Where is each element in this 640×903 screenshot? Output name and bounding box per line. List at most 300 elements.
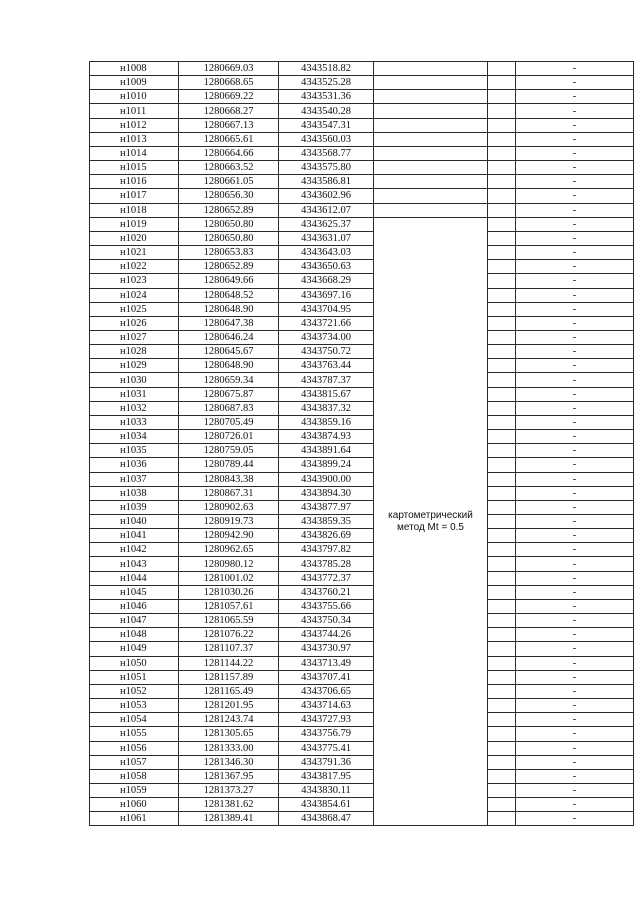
method-cell [374,104,488,118]
table-row [90,203,634,217]
dash-cell: - [516,260,634,274]
table-row [90,415,634,429]
x-coordinate-cell: 1280962.65 [179,543,279,557]
empty-cell [488,217,516,231]
y-coordinate-cell: 4343721.66 [279,316,374,330]
empty-cell [488,614,516,628]
y-coordinate-cell: 4343560.03 [279,132,374,146]
dash-cell: - [516,599,634,613]
empty-cell [488,302,516,316]
point-name-cell: н1037 [90,472,179,486]
method-cell [374,118,488,132]
y-coordinate-cell: 4343899.24 [279,458,374,472]
table-row [90,175,634,189]
empty-cell [488,755,516,769]
point-name-cell: н1023 [90,274,179,288]
empty-cell [488,316,516,330]
point-name-cell: н1033 [90,415,179,429]
y-coordinate-cell: 4343650.63 [279,260,374,274]
empty-cell [488,387,516,401]
table-row [90,642,634,656]
empty-cell [488,585,516,599]
method-cell [374,90,488,104]
y-coordinate-cell: 4343568.77 [279,146,374,160]
dash-cell: - [516,500,634,514]
empty-cell [488,104,516,118]
dash-cell: - [516,189,634,203]
point-name-cell: н1038 [90,486,179,500]
x-coordinate-cell: 1281381.62 [179,798,279,812]
y-coordinate-cell: 4343755.66 [279,599,374,613]
y-coordinate-cell: 4343859.35 [279,515,374,529]
y-coordinate-cell: 4343706.65 [279,684,374,698]
dash-cell: - [516,175,634,189]
empty-cell [488,401,516,415]
x-coordinate-cell: 1280652.89 [179,203,279,217]
empty-cell [488,812,516,826]
point-name-cell: н1052 [90,684,179,698]
point-name-cell: н1031 [90,387,179,401]
x-coordinate-cell: 1280942.90 [179,529,279,543]
empty-cell [488,642,516,656]
point-name-cell: н1055 [90,727,179,741]
method-cell: картометрический метод Mt = 0.5 [374,217,488,826]
empty-cell [488,699,516,713]
empty-cell [488,231,516,245]
dash-cell: - [516,670,634,684]
y-coordinate-cell: 4343775.41 [279,741,374,755]
empty-cell [488,727,516,741]
empty-cell [488,203,516,217]
y-coordinate-cell: 4343772.37 [279,571,374,585]
point-name-cell: н1047 [90,614,179,628]
dash-cell: - [516,316,634,330]
y-coordinate-cell: 4343859.16 [279,415,374,429]
empty-cell [488,415,516,429]
empty-cell [488,146,516,160]
y-coordinate-cell: 4343750.72 [279,345,374,359]
empty-cell [488,373,516,387]
point-name-cell: н1011 [90,104,179,118]
x-coordinate-cell: 1280647.38 [179,316,279,330]
dash-cell: - [516,486,634,500]
point-name-cell: н1030 [90,373,179,387]
x-coordinate-cell: 1281389.41 [179,812,279,826]
empty-cell [488,500,516,514]
dash-cell: - [516,302,634,316]
point-name-cell: н1057 [90,755,179,769]
empty-cell [488,486,516,500]
dash-cell: - [516,76,634,90]
dash-cell: - [516,62,634,76]
y-coordinate-cell: 4343868.47 [279,812,374,826]
table-row [90,472,634,486]
y-coordinate-cell: 4343525.28 [279,76,374,90]
point-name-cell: н1044 [90,571,179,585]
point-name-cell: н1029 [90,359,179,373]
x-coordinate-cell: 1281165.49 [179,684,279,698]
dash-cell: - [516,217,634,231]
table-row [90,713,634,727]
dash-cell: - [516,529,634,543]
y-coordinate-cell: 4343900.00 [279,472,374,486]
point-name-cell: н1025 [90,302,179,316]
empty-cell [488,359,516,373]
y-coordinate-cell: 4343874.93 [279,430,374,444]
dash-cell: - [516,274,634,288]
table-row [90,430,634,444]
table-row [90,359,634,373]
dash-cell: - [516,798,634,812]
x-coordinate-cell: 1280663.52 [179,161,279,175]
empty-cell [488,288,516,302]
x-coordinate-cell: 1280668.27 [179,104,279,118]
point-name-cell: н1034 [90,430,179,444]
dash-cell: - [516,472,634,486]
y-coordinate-cell: 4343791.36 [279,755,374,769]
method-cell [374,76,488,90]
table-row [90,132,634,146]
table-row [90,585,634,599]
point-name-cell: н1051 [90,670,179,684]
table-row [90,812,634,826]
y-coordinate-cell: 4343797.82 [279,543,374,557]
empty-cell [488,713,516,727]
method-cell [374,161,488,175]
method-cell [374,189,488,203]
x-coordinate-cell: 1280843.38 [179,472,279,486]
dash-cell: - [516,769,634,783]
y-coordinate-cell: 4343668.29 [279,274,374,288]
x-coordinate-cell: 1281157.89 [179,670,279,684]
table-row [90,161,634,175]
empty-cell [488,599,516,613]
dash-cell: - [516,161,634,175]
dash-cell: - [516,741,634,755]
point-name-cell: н1010 [90,90,179,104]
point-name-cell: н1027 [90,330,179,344]
dash-cell: - [516,812,634,826]
table-row [90,571,634,585]
point-name-cell: н1048 [90,628,179,642]
table-row [90,656,634,670]
table-row [90,118,634,132]
x-coordinate-cell: 1280675.87 [179,387,279,401]
point-name-cell: н1016 [90,175,179,189]
table-row [90,444,634,458]
empty-cell [488,175,516,189]
y-coordinate-cell: 4343714.63 [279,699,374,713]
empty-cell [488,656,516,670]
table-row [90,260,634,274]
table-row [90,599,634,613]
coordinates-table-body [90,62,634,826]
point-name-cell: н1039 [90,500,179,514]
empty-cell [488,798,516,812]
dash-cell: - [516,444,634,458]
x-coordinate-cell: 1280705.49 [179,415,279,429]
x-coordinate-cell: 1280659.34 [179,373,279,387]
y-coordinate-cell: 4343750.34 [279,614,374,628]
y-coordinate-cell: 4343877.97 [279,500,374,514]
dash-cell: - [516,699,634,713]
x-coordinate-cell: 1280650.80 [179,231,279,245]
dash-cell: - [516,656,634,670]
point-name-cell: н1020 [90,231,179,245]
dash-cell: - [516,713,634,727]
table-row [90,316,634,330]
point-name-cell: н1049 [90,642,179,656]
point-name-cell: н1024 [90,288,179,302]
x-coordinate-cell: 1280867.31 [179,486,279,500]
empty-cell [488,628,516,642]
dash-cell: - [516,727,634,741]
empty-cell [488,529,516,543]
y-coordinate-cell: 4343707.41 [279,670,374,684]
empty-cell [488,444,516,458]
y-coordinate-cell: 4343697.16 [279,288,374,302]
dash-cell: - [516,401,634,415]
y-coordinate-cell: 4343763.44 [279,359,374,373]
point-name-cell: н1019 [90,217,179,231]
y-coordinate-cell: 4343730.97 [279,642,374,656]
point-name-cell: н1026 [90,316,179,330]
dash-cell: - [516,415,634,429]
dash-cell: - [516,755,634,769]
y-coordinate-cell: 4343547.31 [279,118,374,132]
y-coordinate-cell: 4343891.64 [279,444,374,458]
table-row [90,486,634,500]
empty-cell [488,132,516,146]
point-name-cell: н1015 [90,161,179,175]
dash-cell: - [516,345,634,359]
y-coordinate-cell: 4343837.32 [279,401,374,415]
empty-cell [488,543,516,557]
y-coordinate-cell: 4343817.95 [279,769,374,783]
x-coordinate-cell: 1281001.02 [179,571,279,585]
x-coordinate-cell: 1280648.90 [179,359,279,373]
empty-cell [488,90,516,104]
empty-cell [488,684,516,698]
y-coordinate-cell: 4343894.30 [279,486,374,500]
empty-cell [488,557,516,571]
table-row [90,783,634,797]
dash-cell: - [516,231,634,245]
x-coordinate-cell: 1281201.95 [179,699,279,713]
point-name-cell: н1058 [90,769,179,783]
x-coordinate-cell: 1280664.66 [179,146,279,160]
empty-cell [488,345,516,359]
point-name-cell: н1009 [90,76,179,90]
y-coordinate-cell: 4343586.81 [279,175,374,189]
x-coordinate-cell: 1280669.22 [179,90,279,104]
y-coordinate-cell: 4343760.21 [279,585,374,599]
y-coordinate-cell: 4343815.67 [279,387,374,401]
dash-cell: - [516,387,634,401]
empty-cell [488,769,516,783]
table-row [90,330,634,344]
dash-cell: - [516,585,634,599]
point-name-cell: н1043 [90,557,179,571]
method-cell [374,62,488,76]
y-coordinate-cell: 4343575.80 [279,161,374,175]
point-name-cell: н1036 [90,458,179,472]
table-row [90,684,634,698]
method-cell [374,203,488,217]
x-coordinate-cell: 1280667.13 [179,118,279,132]
point-name-cell: н1042 [90,543,179,557]
point-name-cell: н1041 [90,529,179,543]
dash-cell: - [516,246,634,260]
table-row [90,543,634,557]
dash-cell: - [516,458,634,472]
point-name-cell: н1054 [90,713,179,727]
dash-cell: - [516,684,634,698]
x-coordinate-cell: 1280668.65 [179,76,279,90]
empty-cell [488,246,516,260]
y-coordinate-cell: 4343756.79 [279,727,374,741]
table-row [90,529,634,543]
dash-cell: - [516,330,634,344]
x-coordinate-cell: 1280652.89 [179,260,279,274]
x-coordinate-cell: 1281346.30 [179,755,279,769]
y-coordinate-cell: 4343531.36 [279,90,374,104]
empty-cell [488,76,516,90]
x-coordinate-cell: 1280980.12 [179,557,279,571]
empty-cell [488,330,516,344]
table-row [90,345,634,359]
dash-cell: - [516,614,634,628]
x-coordinate-cell: 1281057.61 [179,599,279,613]
y-coordinate-cell: 4343734.00 [279,330,374,344]
empty-cell [488,670,516,684]
empty-cell [488,472,516,486]
table-row [90,246,634,260]
table-row [90,670,634,684]
dash-cell: - [516,571,634,585]
x-coordinate-cell: 1281333.00 [179,741,279,755]
x-coordinate-cell: 1281373.27 [179,783,279,797]
empty-cell [488,515,516,529]
empty-cell [488,741,516,755]
table-row [90,614,634,628]
table-row [90,557,634,571]
x-coordinate-cell: 1280649.66 [179,274,279,288]
point-name-cell: н1028 [90,345,179,359]
table-row [90,755,634,769]
y-coordinate-cell: 4343643.03 [279,246,374,260]
point-name-cell: н1035 [90,444,179,458]
y-coordinate-cell: 4343787.37 [279,373,374,387]
empty-cell [488,161,516,175]
x-coordinate-cell: 1280645.67 [179,345,279,359]
empty-cell [488,118,516,132]
table-row [90,146,634,160]
table-row [90,189,634,203]
table-row [90,500,634,514]
empty-cell [488,783,516,797]
dash-cell: - [516,430,634,444]
coordinates-table [89,61,634,826]
y-coordinate-cell: 4343625.37 [279,217,374,231]
table-row [90,458,634,472]
dash-cell: - [516,118,634,132]
x-coordinate-cell: 1280919.73 [179,515,279,529]
point-name-cell: н1060 [90,798,179,812]
dash-cell: - [516,288,634,302]
table-row [90,628,634,642]
table-row [90,274,634,288]
y-coordinate-cell: 4343854.61 [279,798,374,812]
table-row [90,302,634,316]
y-coordinate-cell: 4343612.07 [279,203,374,217]
dash-cell: - [516,146,634,160]
point-name-cell: н1050 [90,656,179,670]
point-name-cell: н1017 [90,189,179,203]
table-row [90,727,634,741]
x-coordinate-cell: 1280646.24 [179,330,279,344]
x-coordinate-cell: 1280726.01 [179,430,279,444]
x-coordinate-cell: 1280789.44 [179,458,279,472]
point-name-cell: н1014 [90,146,179,160]
y-coordinate-cell: 4343744.26 [279,628,374,642]
x-coordinate-cell: 1281107.37 [179,642,279,656]
empty-cell [488,571,516,585]
y-coordinate-cell: 4343713.49 [279,656,374,670]
table-row [90,401,634,415]
table-row [90,104,634,118]
table-row [90,90,634,104]
x-coordinate-cell: 1280648.90 [179,302,279,316]
table-row [90,769,634,783]
point-name-cell: н1013 [90,132,179,146]
point-name-cell: н1008 [90,62,179,76]
empty-cell [488,274,516,288]
table-row [90,288,634,302]
x-coordinate-cell: 1281367.95 [179,769,279,783]
table-row [90,699,634,713]
x-coordinate-cell: 1281030.26 [179,585,279,599]
empty-cell [488,260,516,274]
x-coordinate-cell: 1280687.83 [179,401,279,415]
x-coordinate-cell: 1281144.22 [179,656,279,670]
empty-cell [488,62,516,76]
point-name-cell: н1040 [90,515,179,529]
y-coordinate-cell: 4343631.07 [279,231,374,245]
x-coordinate-cell: 1280902.63 [179,500,279,514]
empty-cell [488,430,516,444]
y-coordinate-cell: 4343602.96 [279,189,374,203]
y-coordinate-cell: 4343826.69 [279,529,374,543]
x-coordinate-cell: 1280650.80 [179,217,279,231]
x-coordinate-cell: 1280661.05 [179,175,279,189]
x-coordinate-cell: 1280656.30 [179,189,279,203]
table-row [90,798,634,812]
table-row [90,387,634,401]
x-coordinate-cell: 1280653.83 [179,246,279,260]
table-row [90,515,634,529]
x-coordinate-cell: 1281243.74 [179,713,279,727]
x-coordinate-cell: 1280665.61 [179,132,279,146]
dash-cell: - [516,132,634,146]
point-name-cell: н1032 [90,401,179,415]
point-name-cell: н1022 [90,260,179,274]
point-name-cell: н1053 [90,699,179,713]
y-coordinate-cell: 4343518.82 [279,62,374,76]
y-coordinate-cell: 4343540.28 [279,104,374,118]
table-row [90,62,634,76]
point-name-cell: н1046 [90,599,179,613]
